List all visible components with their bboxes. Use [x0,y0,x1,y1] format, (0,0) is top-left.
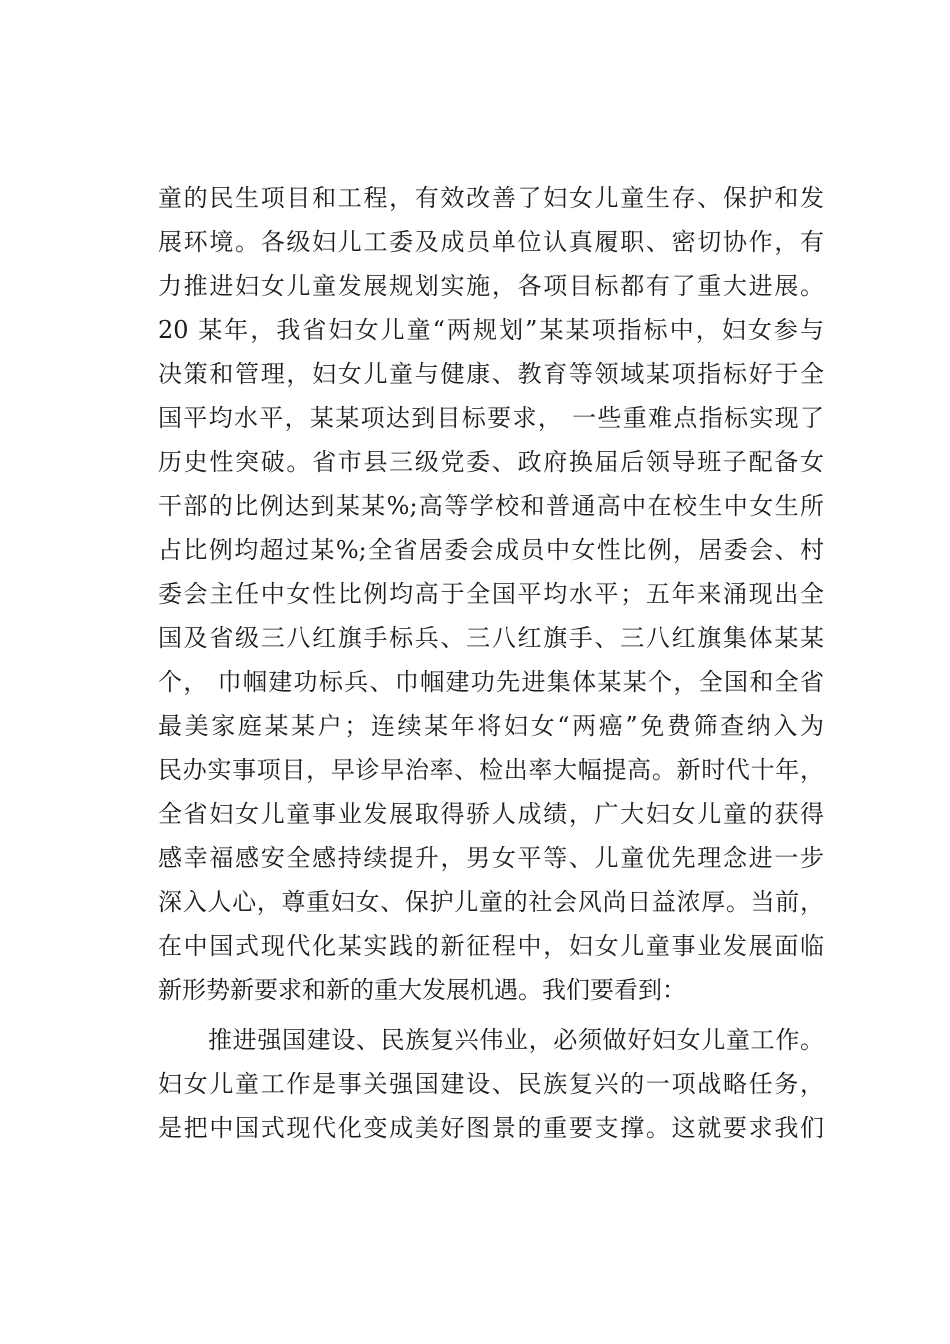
text-line: 是把中国式现代化变成美好图景的重要支撑。这就要求我们 [158,1114,824,1142]
text-line: 童的民生项目和工程，有效改善了妇女儿童生存、保护和发 [158,184,824,212]
text-line: 新形势新要求和新的重大发展机遇。我们要看到： [158,976,686,1004]
paragraph [158,1018,824,1150]
text-line: 20 某年，我省妇女儿童“两规划”某某项指标中，妇女参与 [158,316,824,344]
text-line: 妇女儿童工作是事关强国建设、民族复兴的一项战略任务， [158,1070,824,1098]
text-line: 推进强国建设、民族复兴伟业，必须做好妇女儿童工作。 [208,1026,824,1054]
text-line: 展环境。各级妇儿工委及成员单位认真履职、密切协作，有 [158,228,824,256]
text-line: 深入人心，尊重妇女、保护儿童的社会风尚日益浓厚。当前， [158,888,824,916]
text-line: 决策和管理，妇女儿童与健康、教育等领域某项指标好于全 [158,360,824,388]
body-text [158,176,824,1150]
text-line: 最美家庭某某户；连续某年将妇女“两癌”免费筛查纳入为 [158,712,824,740]
text-line: 国平均水平，某某项达到目标要求， 一些重难点指标实现了 [158,404,824,432]
text-line: 民办实事项目，早诊早治率、检出率大幅提高。新时代十年， [158,756,824,784]
paragraph [158,176,824,1012]
text-line: 占比例均超过某%;全省居委会成员中女性比例，居委会、村 [158,536,824,564]
text-line: 个， 巾帼建功标兵、巾帼建功先进集体某某个，全国和全省 [158,668,824,696]
text-line: 力推进妇女儿童发展规划实施，各项目标都有了重大进展。 [158,272,824,300]
text-line: 感幸福感安全感持续提升，男女平等、儿童优先理念进一步 [158,844,824,872]
text-line: 委会主任中女性比例均高于全国平均水平；五年来涌现出全 [158,580,824,608]
text-line: 全省妇女儿童事业发展取得骄人成绩，广大妇女儿童的获得 [158,800,824,828]
text-line: 历史性突破。省市县三级党委、政府换届后领导班子配备女 [158,448,824,476]
text-line: 在中国式现代化某实践的新征程中，妇女儿童事业发展面临 [158,932,824,960]
text-line: 国及省级三八红旗手标兵、三八红旗手、三八红旗集体某某 [158,624,824,652]
text-line: 干部的比例达到某某%;高等学校和普通高中在校生中女生所 [158,492,824,520]
